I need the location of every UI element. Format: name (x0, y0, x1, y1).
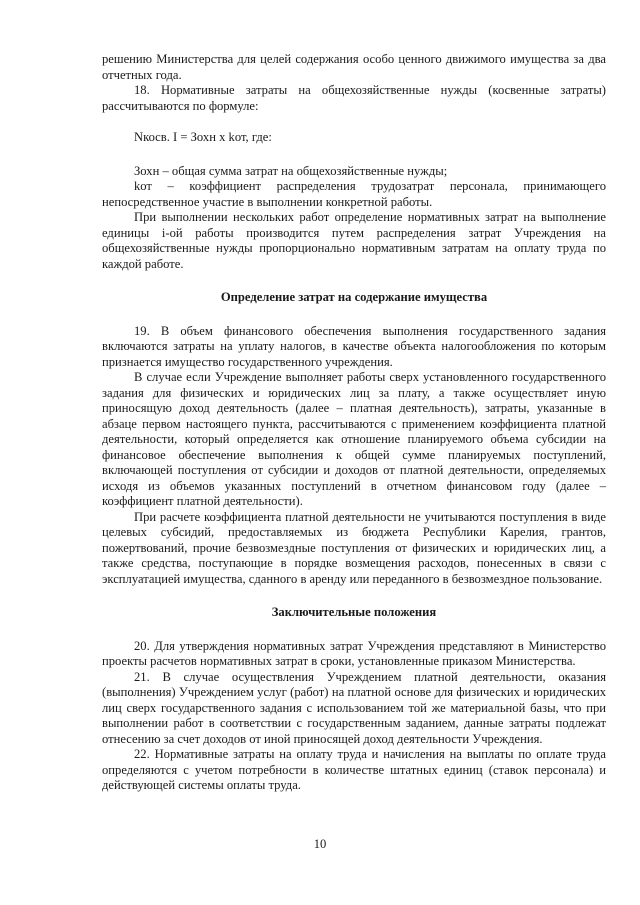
document-body (102, 52, 606, 794)
paragraph-19: 19. В объем финансового обеспечения выполнения государственного задания включаются затраты на уплату налогов, в качестве объекта налогообложения по которым признается имущество государственного учреждения. (102, 323, 606, 369)
paragraph-22: 22. Нормативные затраты на оплату труда и начисления на выплаты по оплате труда определяются с учетом потребности в количестве штатных единиц (ставок персонала) и действующей системы оплаты труда. (102, 747, 606, 792)
paragraph-18: 18. Нормативные затраты на общехозяйственные нужды (косвенные затраты) рассчитываются по формуле: (102, 83, 606, 113)
paragraph-19-calculation: При расчете коэффициента платной деятельности не учитываются поступления в виде целевых субсидий, предоставляемых из бюджета Республики Карелия, грантов, пожертвований, прочие безвозмездные поступления от физических и юридических лиц, а также средства, поступающие в порядке возмещения расходов, понесенных в связи с эксплуатацией имущества, сданного в аренду или переданного в безвозмездное пользование. (102, 509, 606, 586)
paragraph-19-paid-activity: В случае если Учреждение выполняет работы сверх установленного государственного задания для физических и юридических лиц за плату, а также осуществляет иную приносящую доход деятельность (далее – платная деятельность), затраты, указанные в абзаце первом настоящего пункта, рассчитываются с применением коэффициента платной деятельности, который определяется как отношение планируемого объема субсидии на финансовое обеспечение выполнения к общей сумме планируемых поступлений, включающей поступления от субсидии и доходов от платной деятельности, определяемых исходя из объемов указанных поступлений в отчетном финансовом году (далее – коэффициент платной деятельности). (102, 370, 606, 508)
paragraph-21: 21. В случае осуществления Учреждением платной деятельности, оказания (выполнения) Учреждением услуг (работ) на платной основе для физических и юридических лиц сверх государственного задания с использованием той же материальной базы, что при выполнении работ в соответствии с государственным заданием, данные затраты подлежат отнесению за счет доходов от иной приносящей доход деятельности Учреждения. (102, 669, 606, 746)
definition-kot: kот – коэффициент распределения трудозатрат персонала, принимающего непосредственное участие в выполнении конкретной работы. (102, 179, 606, 209)
section-heading-final: Заключительные положения (271, 605, 437, 619)
paragraph-continuation: решению Министерства для целей содержания особо ценного движимого имущества за два отчетных года. (102, 52, 606, 82)
paragraph-20: 20. Для утверждения нормативных затрат Учреждения представляют в Министерство проекты расчетов нормативных затрат в сроки, установленные приказом Министерства. (102, 638, 606, 668)
definition-zohn: Зохн – общая сумма затрат на общехозяйственные нужды; (134, 163, 448, 178)
section-heading-property: Определение затрат на содержание имущества (220, 290, 488, 304)
page-number: 10 (313, 837, 327, 851)
paragraph-several-works: При выполнении нескольких работ определение нормативных затрат на выполнение единицы i-ой работы производится путем распределения затрат Учреждения на общехозяйственные нужды пропорционально нормативным затратам на оплату труда по каждой работе. (102, 210, 606, 271)
formula-indirect-costs: Nкосв. I = Зохн х kот, где: (134, 130, 272, 144)
